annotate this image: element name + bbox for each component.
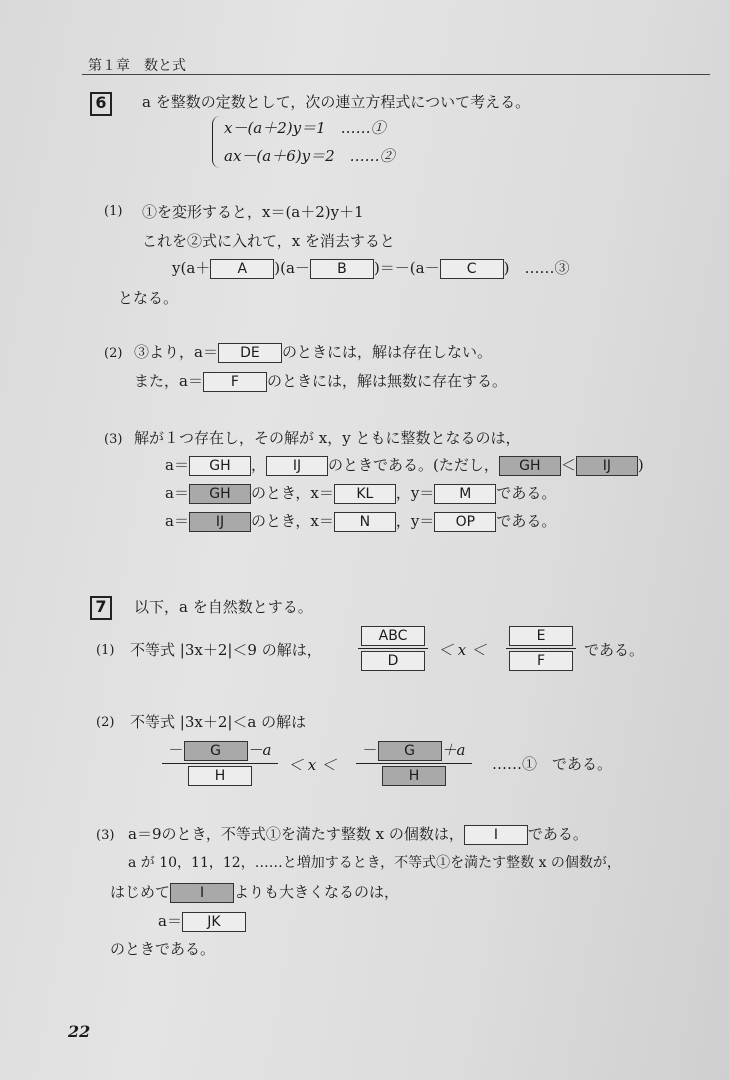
fraction-4 <box>356 740 472 786</box>
ref-box-GH-2: GH <box>189 484 251 504</box>
answer-box-IJ[interactable]: IJ <box>266 456 328 476</box>
fraction-3-numerator <box>169 740 272 761</box>
q6-2-a2: のときには，解は存在しない。 <box>281 343 492 361</box>
answer-box-C[interactable]: C <box>440 259 504 279</box>
answer-box-A[interactable]: A <box>210 259 274 279</box>
answer-box-I[interactable]: I <box>464 825 528 845</box>
fraction-1 <box>358 626 428 671</box>
fraction-bar <box>506 648 576 649</box>
answer-box-F[interactable]: F <box>509 651 573 671</box>
plus-a: ＋a <box>441 741 466 759</box>
q6-3-r2a: a＝ <box>165 484 189 502</box>
fraction-3 <box>162 740 278 786</box>
answer-box-OP[interactable]: OP <box>434 512 496 532</box>
q7-1-number: (1) <box>96 643 115 658</box>
q6-3-r2c: ，y＝ <box>395 484 435 502</box>
answer-box-DE[interactable]: DE <box>218 343 282 363</box>
q6-3-r3c: ，y＝ <box>395 512 435 530</box>
answer-box-D[interactable]: D <box>361 651 425 671</box>
fraction-bar <box>162 763 278 764</box>
q6-3-r1a: a＝ <box>165 456 189 474</box>
q7-1-mid: ＜ x ＜ <box>438 641 486 659</box>
q6-1-equation <box>172 258 569 279</box>
q6-3-row1 <box>165 455 644 476</box>
fraction-4-numerator <box>363 740 466 761</box>
q7-1-tail: である。 <box>584 641 645 659</box>
q6-1-number: (1) <box>104 204 123 219</box>
answer-box-GH[interactable]: GH <box>189 456 251 476</box>
eq-part-a: y(a＋ <box>172 259 211 277</box>
equation-1: x－(a＋2)y＝1 ……① <box>224 119 386 137</box>
eq-part-b: )(a－ <box>274 259 310 277</box>
ref-box-G-2: G <box>378 741 442 761</box>
answer-box-N[interactable]: N <box>334 512 396 532</box>
q6-3-r2b: のとき，x＝ <box>250 484 334 502</box>
q7-3-number: (3) <box>96 828 115 843</box>
minus-sign: － <box>362 741 378 759</box>
fraction-bar <box>358 648 428 649</box>
ref-box-G: G <box>184 741 248 761</box>
q6-2-b1: また，a＝ <box>134 372 203 390</box>
q7-3-l1a: a＝9のとき，不等式①を満たす整数 x の個数は， <box>128 825 464 843</box>
q6-1-line4: となる。 <box>118 289 179 307</box>
eq-part-d: ) ……③ <box>503 259 570 277</box>
answer-box-E[interactable]: E <box>509 626 573 646</box>
ref-box-I: I <box>170 883 234 903</box>
system-brace <box>212 116 221 168</box>
q7-2-number: (2) <box>96 715 115 730</box>
fraction-bar <box>356 763 472 764</box>
q7-3-l1b: である。 <box>527 825 588 843</box>
q6-3-row3 <box>165 511 556 532</box>
q6-3-r3a: a＝ <box>165 512 189 530</box>
header-rule <box>82 74 710 75</box>
q7-3-line4 <box>158 911 246 932</box>
problem-7-intro: 以下，a を自然数とする。 <box>134 598 313 616</box>
q6-2-line2 <box>134 371 507 392</box>
problem-6-number: 6 <box>90 92 112 116</box>
q7-1-text: 不等式 |3x＋2|＜9 の解は， <box>130 641 322 659</box>
q7-3-line3 <box>110 882 399 903</box>
q7-2-mid: ＜ x ＜ <box>288 756 336 774</box>
minus-sign: － <box>168 741 184 759</box>
ref-box-GH: GH <box>499 456 561 476</box>
problem-6-intro: a を整数の定数として，次の連立方程式について考える。 <box>142 93 531 111</box>
eq-part-c: )＝－(a－ <box>373 259 440 277</box>
q6-3-r3b: のとき，x＝ <box>250 512 334 530</box>
q7-3-l3a: はじめて <box>110 883 171 901</box>
q7-3-line1 <box>128 824 588 845</box>
q6-3-r3d: である。 <box>496 512 557 530</box>
ref-box-H: H <box>382 766 446 786</box>
q6-1-line1: ①を変形すると，x＝(a＋2)y＋1 <box>142 203 364 221</box>
ref-box-IJ-2: IJ <box>189 512 251 532</box>
q6-2-b2: のときには，解は無数に存在する。 <box>266 372 507 390</box>
q7-3-line5: のときである。 <box>110 940 216 958</box>
answer-box-B[interactable]: B <box>310 259 374 279</box>
q6-3-r1comma: ， <box>250 456 266 474</box>
q6-3-r1c: ) <box>637 456 644 474</box>
q7-2-tail: ……① である。 <box>492 755 613 773</box>
answer-box-ABC[interactable]: ABC <box>361 626 425 646</box>
q6-2-a1: ③より，a＝ <box>134 343 218 361</box>
q7-3-l4a: a＝ <box>158 912 182 930</box>
q6-2-line1 <box>134 342 492 363</box>
answer-box-KL[interactable]: KL <box>334 484 396 504</box>
q6-3-r1lt: ＜ <box>560 456 576 474</box>
page-number: 22 <box>68 1022 91 1041</box>
q7-2-text: 不等式 |3x＋2|＜a の解は <box>130 713 307 731</box>
equation-2: ax－(a＋6)y＝2 ……② <box>224 147 395 165</box>
q6-3-line1: 解が１つ存在し，その解が x，y ともに整数となるのは， <box>134 429 521 447</box>
problem-7-number: 7 <box>90 596 112 620</box>
fraction-2 <box>506 626 576 671</box>
q6-2-number: (2) <box>104 346 123 361</box>
answer-box-H[interactable]: H <box>188 766 252 786</box>
ref-box-IJ: IJ <box>576 456 638 476</box>
q6-3-r1b: のときである。(ただし， <box>327 456 499 474</box>
q7-3-line2: a が 10，11，12，……と増加するとき，不等式①を満たす整数 x の個数が， <box>128 855 621 871</box>
q6-3-r2d: である。 <box>496 484 557 502</box>
minus-a: －a <box>247 741 272 759</box>
answer-box-M[interactable]: M <box>434 484 496 504</box>
q6-1-line2: これを②式に入れて，x を消去すると <box>142 232 395 250</box>
q7-3-l3b: よりも大きくなるのは， <box>234 883 400 901</box>
q6-3-row2 <box>165 483 556 504</box>
q6-3-number: (3) <box>104 432 123 447</box>
answer-box-F[interactable]: F <box>203 372 267 392</box>
answer-box-JK[interactable]: JK <box>182 912 246 932</box>
chapter-heading: 第１章 数と式 <box>88 58 186 74</box>
